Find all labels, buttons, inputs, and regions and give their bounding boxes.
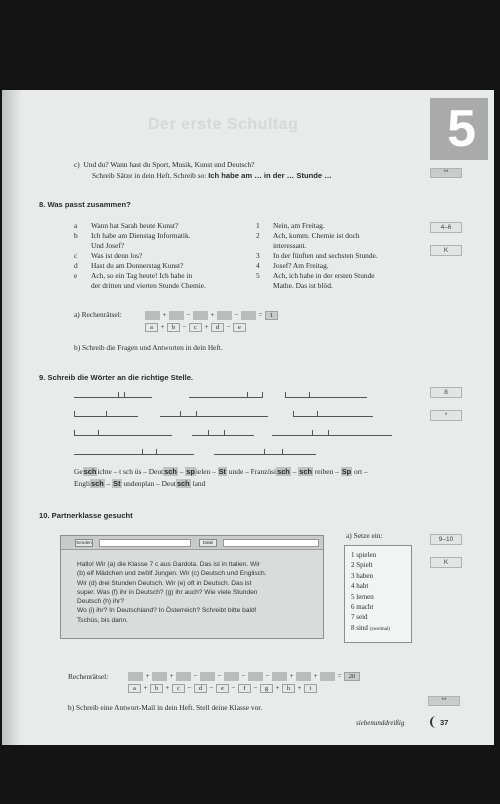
right-item: 4 Josef? Am Freitag.	[256, 261, 329, 270]
word-blank[interactable]	[293, 407, 373, 417]
email-line: (b) elf Mädchen und zwölf Jungen. Wir (c) Deutsch und Englisch.	[77, 570, 267, 578]
exercise-8-badge-range: 4–6	[430, 222, 462, 233]
right-item: 5 Ach, ich habe in der ersten Stunde	[256, 271, 375, 280]
email-line: super. Was (f) ihr in Deutsch? (g) ihr auch? Wie viele Stunden	[77, 588, 258, 596]
exercise-10a-label: a) Setze ein:	[346, 531, 383, 540]
left-item: d Hast du am Donnerstag Kunst?	[74, 261, 184, 270]
exercise-10-rechen-label: Rechenrätsel:	[68, 672, 109, 681]
right-item: 3 In der fünften und sechsten Stunde.	[256, 251, 378, 260]
exercise-10b-label: b) Schreib eine Antwort-Mail in dein Heft. Stell deine Klasse vor.	[68, 703, 263, 712]
item-c-question: Und du? Wann hast du Sport, Musik, Kunst und Deutsch?	[83, 160, 255, 169]
answer-box[interactable]	[272, 672, 287, 681]
answer-box[interactable]	[169, 311, 184, 320]
email-body	[77, 560, 317, 625]
verb-item: 5 lernen	[351, 592, 374, 601]
word-blank[interactable]	[192, 426, 254, 436]
email-line: Deutsch (h) ihr?	[77, 598, 124, 606]
chapter-number: 5	[447, 100, 476, 158]
word-blank[interactable]	[74, 445, 194, 455]
send-button[interactable]: Senden	[76, 540, 92, 545]
answer-box[interactable]	[128, 672, 143, 681]
left-item: e Ach, so ein Tag heute! Ich habe in	[74, 271, 193, 280]
right-item: interessant.	[273, 241, 307, 250]
exercise-9-badge-star: *	[430, 410, 462, 421]
result-box: 20	[344, 672, 360, 681]
answer-box[interactable]	[176, 672, 191, 681]
exercise-10-badge-k: K	[430, 557, 462, 568]
answer-box[interactable]	[241, 311, 256, 320]
word-blank[interactable]	[160, 407, 268, 417]
answer-box[interactable]	[200, 672, 215, 681]
verb-item-8: 8 sind (zweimal)	[351, 623, 390, 632]
word-blank[interactable]	[74, 407, 138, 417]
recipient-field[interactable]	[99, 539, 191, 547]
textbook-page	[2, 90, 494, 745]
word-blank[interactable]	[189, 388, 263, 398]
exercise-8b-label: b) Schreib die Fragen und Antworten in dein Heft.	[74, 343, 223, 352]
email-toolbar	[61, 536, 323, 550]
exercise-10-badge-range: 9–10	[430, 534, 462, 545]
verb-item: 2 Spielt	[351, 561, 373, 570]
answer-box[interactable]	[320, 672, 335, 681]
exercise-8-badge-k: K	[430, 245, 462, 256]
answer-box[interactable]	[193, 311, 208, 320]
answer-box[interactable]	[217, 311, 232, 320]
subject-field[interactable]	[223, 539, 319, 547]
exercise-8a-puzzle: + − + − = 1	[145, 310, 278, 320]
exercise-9-word-list-line2: Englisch – St undenplan – Deutsch land	[74, 479, 206, 488]
exercise-8a-letters: a + b − c + d − e	[145, 322, 246, 332]
verb-list-box	[344, 545, 412, 643]
exercise-8-left-column	[74, 221, 244, 291]
word-blank[interactable]	[74, 426, 172, 436]
exercise-8a-label: a) Rechenrätsel:	[74, 310, 122, 319]
result-box: 1	[265, 311, 278, 320]
verb-note: (zweimal)	[369, 626, 390, 632]
email-line: Wo (i) ihr? In Deutschland? In Österreich? Schreibt bitte bald!	[77, 607, 257, 615]
word-blank[interactable]	[272, 426, 392, 436]
answer-box[interactable]	[224, 672, 239, 681]
verb-item: 6 macht	[351, 603, 374, 612]
answer-box[interactable]	[248, 672, 263, 681]
page-number: 37	[440, 718, 449, 727]
item-c	[74, 160, 255, 170]
page-number-bracket	[430, 716, 440, 728]
exercise-9-title: 9. Schreib die Wörter an die richtige Stelle.	[39, 373, 194, 382]
page-word: siebenunddreißig	[356, 719, 405, 727]
email-window	[60, 535, 324, 639]
exercise-9-word-list-line1: Geschichte – t sch üs – Deutsch – spielen – St unde – Französisch – sch reiben – Sp ort –	[74, 467, 368, 476]
answer-box[interactable]	[296, 672, 311, 681]
left-item: Und Josef?	[91, 241, 125, 250]
verb-item: 3 haben	[351, 571, 373, 580]
page-gutter-shadow	[2, 90, 22, 745]
verb-item: 1 spielen	[351, 551, 377, 559]
word-blank[interactable]	[285, 388, 367, 398]
exercise-8-title: 8. Was passt zusammen?	[39, 200, 131, 209]
exercise-10-rechen-puzzle: + + − − − − + + = 20	[128, 671, 360, 681]
exercise-10-rechen-letters: a + b + c − d − e − f − g + h + i	[128, 683, 317, 693]
email-line: Tschüs, bis dann.	[77, 616, 128, 624]
item-c-label: c)	[74, 160, 80, 169]
exercise-10-badge-bottom: **	[428, 696, 460, 706]
item-c-pattern: Ich habe am … in der … Stunde …	[208, 171, 332, 180]
exercise-9-badge-number: 8	[430, 387, 462, 398]
exercise-8-right-column	[256, 221, 426, 291]
left-item: c Was ist denn los?	[74, 251, 143, 260]
email-line: Wir (d) drei Stunden Deutsch. Wir (e) oft in Deutsch. Das ist	[77, 579, 252, 587]
exercise-10-title: 10. Partnerklasse gesucht	[39, 511, 133, 520]
difficulty-badge: **	[430, 168, 462, 178]
left-item: b Ich habe am Dienstag Informatik.	[74, 231, 191, 240]
right-item: Mathe. Das ist blöd.	[273, 281, 333, 290]
chapter-ghost-title: Der erste Schultag	[148, 116, 299, 133]
left-item: a Wann hat Sarah heute Kunst?	[74, 221, 179, 230]
right-item: 2 Ach, komm. Chemie ist doch	[256, 231, 360, 240]
verb-item: 4 habt	[351, 582, 369, 591]
item-c-instruction-row	[92, 171, 332, 181]
attach-button[interactable]: Datei	[199, 539, 217, 547]
item-c-instruction: Schreib Sätze in dein Heft. Schreib so:	[92, 171, 207, 180]
answer-box[interactable]	[145, 311, 160, 320]
right-item: 1 Nein, am Freitag.	[256, 221, 325, 230]
verb-item: 7 seid	[351, 613, 368, 622]
word-blank[interactable]	[214, 445, 316, 455]
word-blank[interactable]	[74, 388, 152, 398]
answer-box[interactable]	[152, 672, 167, 681]
email-line: Hallo! Wir (a) die Klasse 7 c aus Gardola. Das ist in Italien. Wir	[77, 561, 260, 568]
left-item: der dritten und vierten Stunde Chemie.	[91, 281, 206, 290]
